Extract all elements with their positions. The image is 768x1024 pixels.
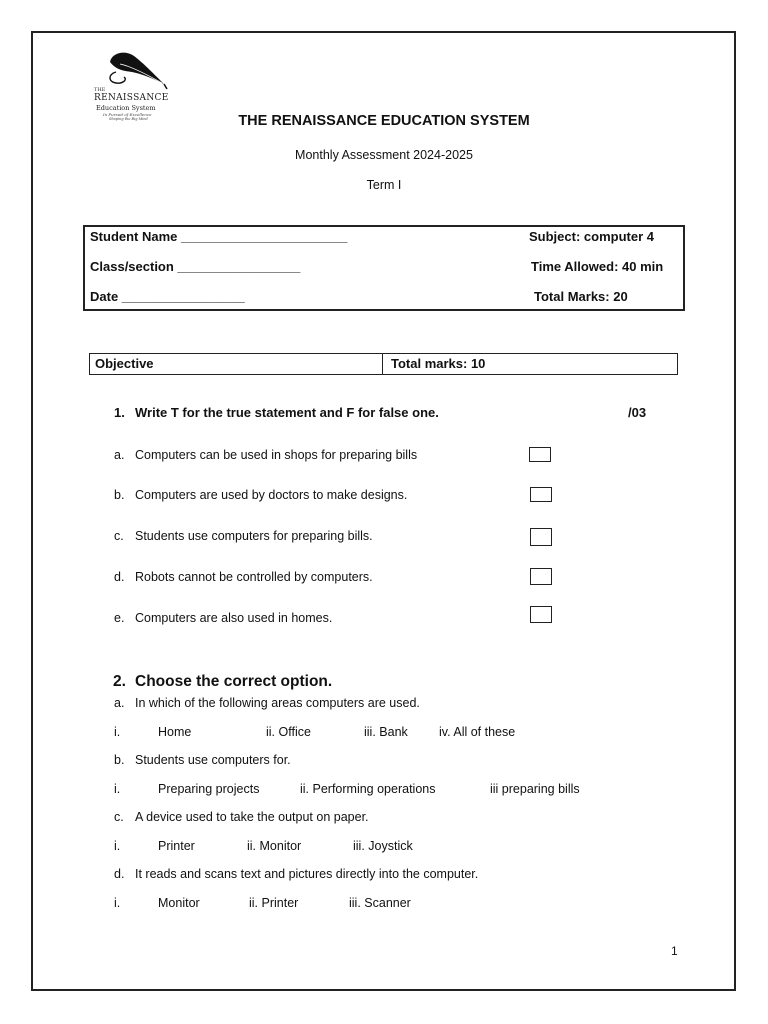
total-marks-label: Total Marks: 20 bbox=[534, 289, 628, 304]
option-label: i. bbox=[114, 725, 121, 739]
q2-question-letter: c. bbox=[114, 810, 124, 824]
class-section-field[interactable]: Class/section _________________ bbox=[90, 259, 301, 274]
option: iii. Bank bbox=[364, 725, 408, 739]
subject-label: Subject: computer 4 bbox=[529, 229, 654, 244]
time-allowed-label: Time Allowed: 40 min bbox=[531, 259, 664, 274]
objective-section-row bbox=[89, 353, 678, 375]
q1-number: 1. bbox=[114, 405, 125, 420]
q2-question-letter: d. bbox=[114, 867, 125, 881]
logo-text-tagline: Shaping the Big Mind bbox=[109, 117, 148, 121]
option: iii. Scanner bbox=[349, 896, 411, 910]
objective-label: Objective bbox=[95, 356, 154, 371]
answer-box-b[interactable] bbox=[530, 487, 552, 502]
q1-item-letter: a. bbox=[114, 448, 125, 462]
q2-question-letter: b. bbox=[114, 753, 125, 767]
answer-box-a[interactable] bbox=[529, 447, 551, 462]
q1-item-text: Computers are used by doctors to make designs. bbox=[135, 488, 408, 502]
answer-box-c[interactable] bbox=[530, 528, 552, 546]
answer-box-e[interactable] bbox=[530, 606, 552, 623]
q1-item-letter: e. bbox=[114, 611, 125, 625]
q2-question-text: In which of the following areas computers are used. bbox=[135, 696, 420, 710]
option: ii. Monitor bbox=[247, 839, 302, 853]
answer-box-d[interactable] bbox=[530, 568, 552, 585]
date-field[interactable]: Date _________________ bbox=[90, 289, 245, 304]
option: ii. Performing operations bbox=[300, 782, 436, 796]
objective-marks: Total marks: 10 bbox=[391, 356, 486, 371]
logo-text-the: THE bbox=[94, 87, 106, 93]
option-label: i. bbox=[114, 782, 121, 796]
q1-text: Write T for the true statement and F for false one. bbox=[135, 405, 439, 420]
term-label: Term I bbox=[366, 178, 402, 192]
option: iv. All of these bbox=[439, 725, 516, 739]
q1-item-letter: c. bbox=[114, 529, 124, 543]
quill-icon bbox=[106, 50, 168, 90]
option-label: i. bbox=[114, 839, 121, 853]
option: Home bbox=[158, 725, 192, 739]
q1-item-letter: d. bbox=[114, 570, 125, 584]
page-number: 1 bbox=[671, 944, 678, 958]
school-title: THE RENAISSANCE EDUCATION SYSTEM bbox=[238, 113, 530, 129]
student-name-field[interactable]: Student Name _______________________ bbox=[90, 229, 348, 244]
option: ii. Office bbox=[266, 725, 311, 739]
q2-question-text: Students use computers for. bbox=[135, 753, 291, 767]
objective-divider bbox=[382, 354, 383, 374]
logo-text-renaissance: RENAISSANCE bbox=[94, 93, 169, 103]
option: Monitor bbox=[158, 896, 200, 910]
q1-item-text: Robots cannot be controlled by computers. bbox=[135, 570, 373, 584]
q2-number: 2. bbox=[113, 673, 126, 690]
option: iii preparing bills bbox=[490, 782, 580, 796]
option: Printer bbox=[158, 839, 195, 853]
q1-item-letter: b. bbox=[114, 488, 125, 502]
q2-question-letter: a. bbox=[114, 696, 125, 710]
q1-item-text: Computers are also used in homes. bbox=[135, 611, 333, 625]
logo-text-motto: In Pursuit of Excellence bbox=[103, 112, 152, 117]
option-label: i. bbox=[114, 896, 121, 910]
q2-question-text: It reads and scans text and pictures directly into the computer. bbox=[135, 867, 479, 881]
option: ii. Printer bbox=[249, 896, 299, 910]
option: Preparing projects bbox=[158, 782, 260, 796]
q2-question-text: A device used to take the output on paper. bbox=[135, 810, 369, 824]
q1-item-text: Computers can be used in shops for preparing bills bbox=[135, 448, 418, 462]
q1-item-text: Students use computers for preparing bills. bbox=[135, 529, 373, 543]
option: iii. Joystick bbox=[353, 839, 413, 853]
q1-score: /03 bbox=[628, 405, 647, 420]
logo-text-education: Education System bbox=[96, 104, 156, 112]
q2-text: Choose the correct option. bbox=[135, 673, 333, 690]
assessment-subtitle: Monthly Assessment 2024-2025 bbox=[295, 148, 473, 162]
